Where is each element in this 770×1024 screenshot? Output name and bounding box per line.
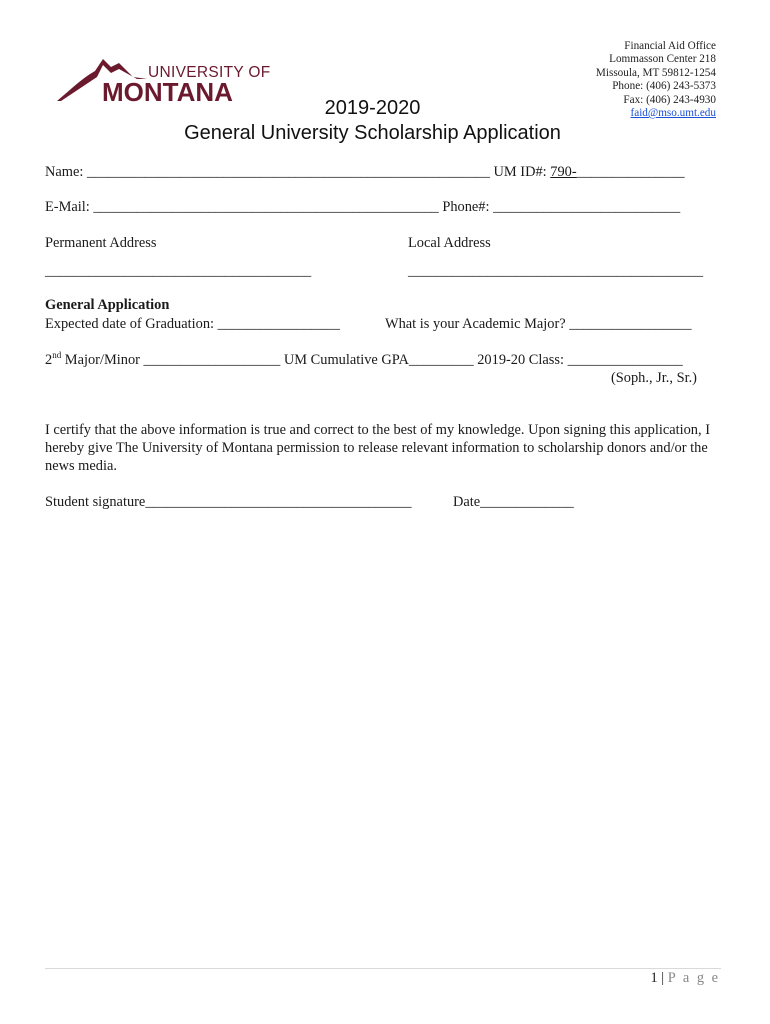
umid-prefix: 790- <box>550 164 577 180</box>
graduation-label: Expected date of Graduation: <box>45 316 218 332</box>
page-number: 1 <box>650 970 658 986</box>
office-fax: Fax: (406) 243-4930 <box>623 93 716 106</box>
general-application-heading: General Application <box>45 297 170 313</box>
form-year: 2019-2020 <box>324 97 421 119</box>
phone-label: Phone#: <box>438 199 494 215</box>
footer-divider <box>45 968 721 969</box>
permanent-address-field[interactable]: _____________________________________ <box>45 263 312 279</box>
umid-label: UM ID#: <box>489 164 551 180</box>
permanent-address-label: Permanent Address <box>45 235 157 251</box>
phone-field[interactable]: __________________________ <box>493 199 681 215</box>
second-major-row <box>45 351 683 369</box>
office-name: Financial Aid Office <box>624 40 716 52</box>
class-label: 2019-20 Class: <box>473 352 568 368</box>
class-hint: (Soph., Jr., Sr.) <box>611 370 697 386</box>
certification-text: I certify that the above information is true and correct to the best of my knowledge. Upon signing this application, I hereby give The University of Montana permission to release relevant information to scholarship donors and/or the news media. <box>45 422 710 474</box>
email-field[interactable]: ________________________________________________ <box>93 199 439 215</box>
second-num: 2 <box>45 352 53 368</box>
name-row <box>45 163 685 181</box>
name-label: Name: <box>45 164 87 180</box>
office-phone: Phone: (406) 243-5373 <box>612 80 716 93</box>
office-building: Lommasson Center 218 <box>609 53 716 66</box>
date-field[interactable]: _____________ <box>480 494 574 510</box>
gpa-label: UM Cumulative GPA <box>280 352 409 368</box>
date-label: Date <box>453 494 481 510</box>
second-major-label: Major/Minor <box>61 352 144 368</box>
email-row <box>45 198 680 216</box>
office-email-link[interactable]: faid@mso.umt.edu <box>630 107 716 120</box>
signature-field[interactable]: _____________________________________ <box>145 494 412 510</box>
email-label: E-Mail: <box>45 199 94 215</box>
class-field[interactable]: ________________ <box>567 352 683 368</box>
second-major-field[interactable]: ___________________ <box>143 352 281 368</box>
office-city: Missoula, MT 59812-1254 <box>595 66 716 79</box>
local-address-label: Local Address <box>408 235 491 251</box>
major-field[interactable]: _________________ <box>569 316 692 332</box>
graduation-row <box>45 315 340 333</box>
signature-row <box>45 493 412 511</box>
page-footer <box>650 970 720 987</box>
logo-line1: UNIVERSITY OF <box>148 64 271 81</box>
local-address-field[interactable]: _________________________________________ <box>408 263 704 279</box>
graduation-field[interactable]: _________________ <box>217 316 340 332</box>
major-label: What is your Academic Major? <box>385 316 570 332</box>
major-row <box>385 315 692 333</box>
gpa-field[interactable]: _________ <box>408 352 474 368</box>
name-field[interactable]: ________________________________________________________ <box>86 164 490 180</box>
page-word: P a g e <box>667 970 720 986</box>
umid-field[interactable]: _______________ <box>576 164 685 180</box>
date-row <box>453 493 574 511</box>
signature-label: Student signature <box>45 494 146 510</box>
page-separator: | <box>657 970 668 986</box>
logo-line2: MONTANA <box>102 77 233 107</box>
form-title: General University Scholarship Application <box>184 122 561 144</box>
second-sup: nd <box>52 350 62 360</box>
